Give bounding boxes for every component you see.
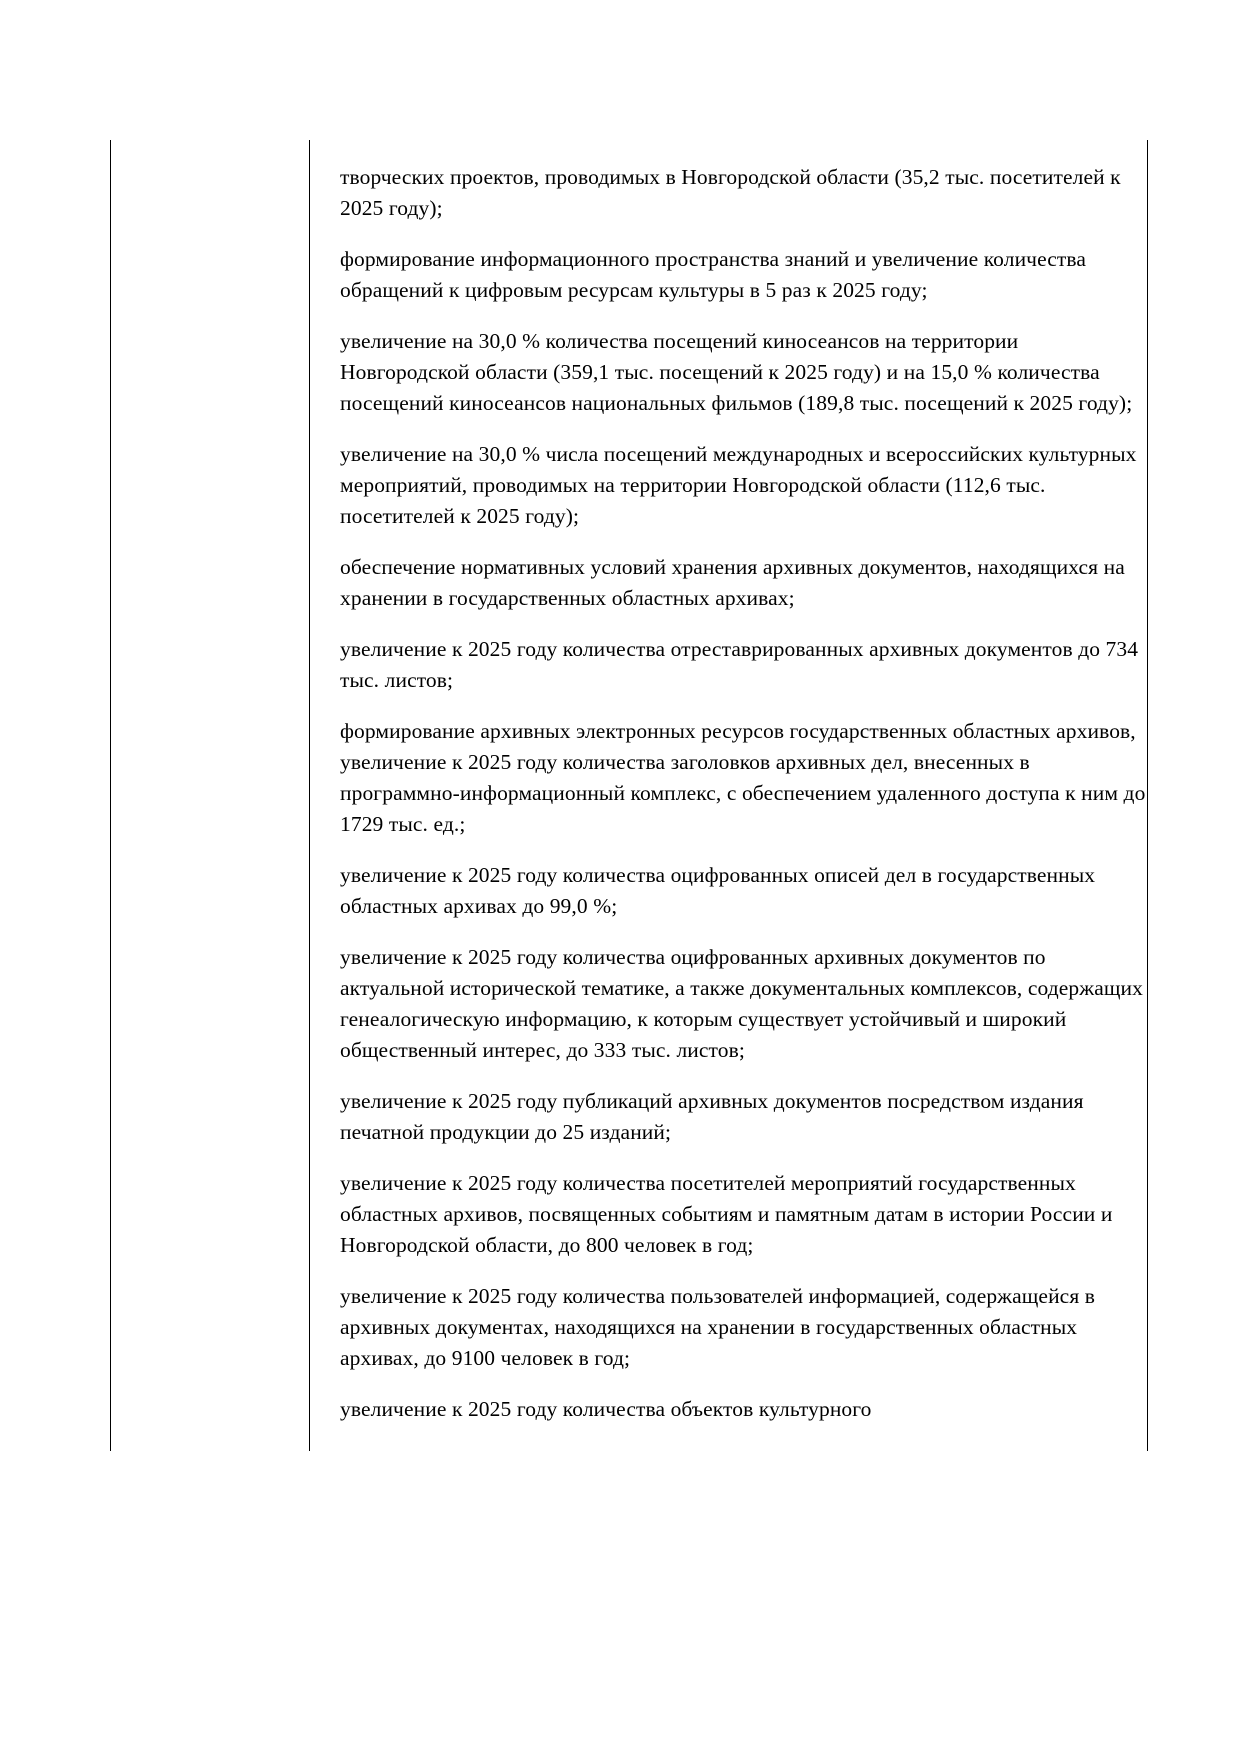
paragraph: увеличение к 2025 году количества оцифрованных описей дел в государственных областных архивах до 99,0 %; (340, 863, 1096, 918)
table-cell-content (332, 140, 1148, 1451)
paragraph: увеличение к 2025 году количества пользователей информацией, содержащейся в архивных документах, находящихся на хранении в государственных областных архивах, до 9100 человек в год; (340, 1284, 1096, 1370)
paragraph: формирование информационного пространства знаний и увеличение количества обращений к цифровым ресурсам культуры в 5 раз к 2025 году; (340, 247, 1087, 302)
paragraph: увеличение к 2025 году количества отреставрированных архивных документов до 734 тыс. листов; (340, 637, 1139, 692)
paragraph: увеличение к 2025 году количества оцифрованных архивных документов по актуальной исторической тематике, а также документальных комплексов, содержащих генеалогическую информацию, к которым существует устойчивый и широкий общественный интерес, до 333 тыс. листов; (340, 945, 1143, 1062)
paragraph: увеличение к 2025 году количества посетителей мероприятий государственных областных архивов, посвященных событиям и памятным датам в истории России и Новгородской области, до 800 человек в год; (340, 1171, 1113, 1257)
paragraph: увеличение к 2025 году количества объектов культурного (340, 1397, 872, 1421)
table-row (111, 140, 1148, 1451)
paragraph: творческих проектов, проводимых в Новгородской области (35,2 тыс. посетителей к 2025 году); (340, 165, 1121, 220)
paragraph-list (332, 140, 1147, 1451)
paragraph: увеличение на 30,0 % числа посещений международных и всероссийских культурных мероприятий, проводимых на территории Новгородской области (112,6 тыс. посетителей к 2025 году); (340, 442, 1137, 528)
document-table (110, 140, 1148, 1451)
paragraph: формирование архивных электронных ресурсов государственных областных архивов, увеличение к 2025 году количества заголовков архивных дел, внесенных в программно-информационный комплекс, с обеспечением удаленного доступа к ним до 1729 тыс. ед.; (340, 719, 1146, 836)
paragraph: обеспечение нормативных условий хранения архивных документов, находящихся на хранении в государственных областных архивах; (340, 555, 1125, 610)
table-cell-spacer (310, 140, 333, 1451)
paragraph: увеличение на 30,0 % количества посещений киносеансов на территории Новгородской области (359,1 тыс. посещений к 2025 году) и на 15,0 % количества посещений киносеансов национальных фильмов (189,8 тыс. посещений к 2025 году); (340, 329, 1133, 415)
table-cell-left-empty (111, 140, 310, 1451)
paragraph: увеличение к 2025 году публикаций архивных документов посредством издания печатной продукции до 25 изданий; (340, 1089, 1084, 1144)
